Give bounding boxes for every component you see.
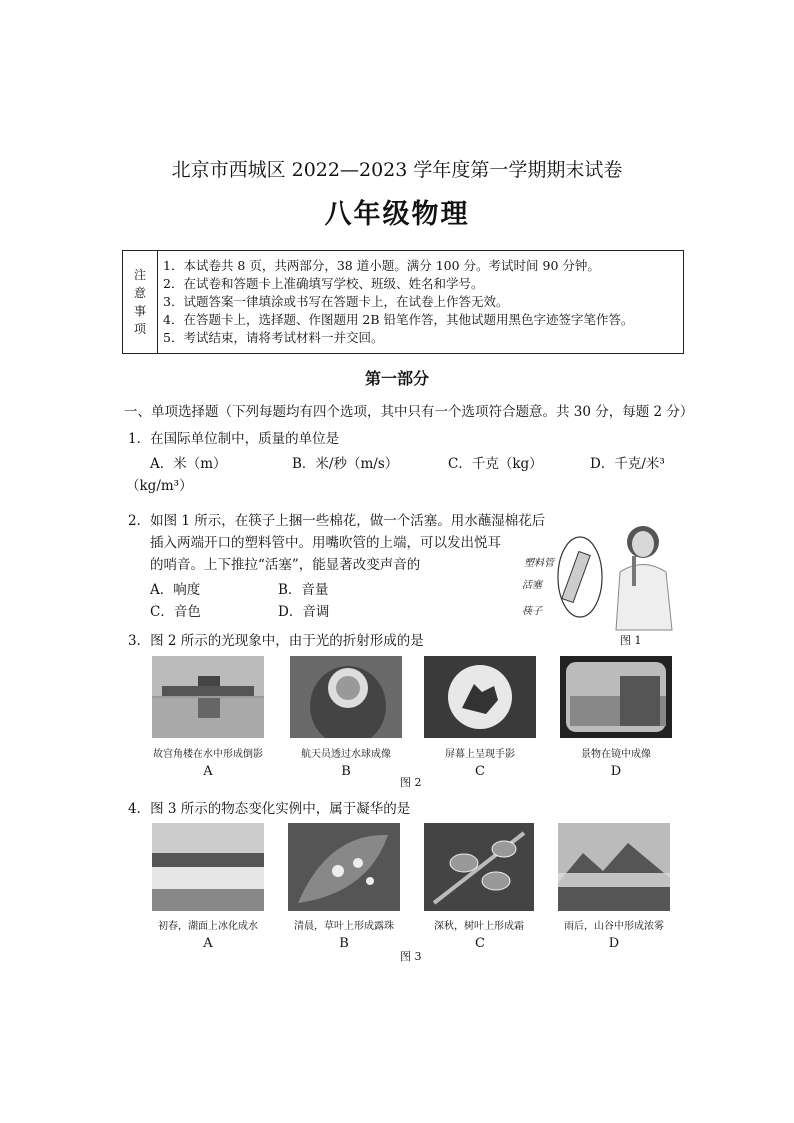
figure-3-title: 图 3	[400, 950, 422, 963]
q2-line: 2．如图 1 所示，在筷子上捆一些棉花，做一个活塞。用水蘸湿棉花后	[128, 513, 546, 529]
figure-3a-caption: 初春，湖面上冰化成水	[158, 921, 258, 932]
figure-3b-caption: 清晨，草叶上形成露珠	[294, 921, 394, 932]
figure-3c-caption: 深秋，树叶上形成霜	[434, 921, 524, 932]
figure-2a-caption: 故宫角楼在水中形成倒影	[153, 749, 263, 760]
notice-box	[122, 250, 684, 354]
q1-option-c: C．千克（kg）	[448, 456, 543, 472]
figure-3c-letter: C	[475, 936, 485, 951]
section-title: 一、单项选择题（下列每题均有四个选项，其中只有一个选项符合题意。共 30 分，每题 2 分）	[124, 404, 694, 420]
q1-option-b: B．米/秒（m/s）	[292, 456, 399, 472]
exam-title: 北京市西城区 2022—2023 学年度第一学期期末试卷	[171, 159, 623, 181]
notice-item: 1．本试卷共 8 页，共两部分，38 道小题。满分 100 分。考试时间 90 分钟。	[163, 258, 600, 273]
notice-label-char: 事	[133, 304, 146, 318]
q3-stem: 3．图 2 所示的光现象中，由于光的折射形成的是	[128, 633, 424, 649]
q2-line: 插入两端开口的塑料管中。用嘴吹管的上端，可以发出悦耳	[150, 535, 501, 551]
figure-2c-letter: C	[475, 764, 485, 779]
notice-label-char: 注	[133, 268, 146, 282]
figure-1-title: 图 1	[620, 634, 642, 647]
figure-3b-image	[288, 823, 400, 911]
figure-2d-image	[560, 656, 672, 738]
q4-stem: 4．图 3 所示的物态变化实例中，属于凝华的是	[128, 801, 411, 817]
figure-2c-caption: 屏幕上呈现手影	[445, 749, 515, 760]
figure-2d-caption: 景物在镜中成像	[581, 749, 651, 760]
notice-item: 3．试题答案一律填涂或书写在答题卡上，在试卷上作答无效。	[163, 294, 509, 309]
subject-title: 八年级物理	[324, 199, 470, 230]
figure-2b-caption: 航天员透过水球成像	[301, 749, 391, 760]
figure-3a-letter: A	[203, 936, 213, 951]
q1-option-a: A．米（m）	[150, 456, 227, 472]
q2-option-b: B．音量	[278, 582, 329, 598]
figure-1-label-chopstick: 筷子	[522, 606, 542, 617]
figure-3c-image	[424, 823, 534, 911]
figure-3a-image	[152, 823, 264, 911]
q2-option-c: C．音色	[150, 604, 201, 620]
q2-option-d: D．音调	[278, 604, 330, 620]
q2-option-a: A．响度	[150, 582, 201, 598]
figure-1-label-tube: 塑料管	[524, 558, 554, 569]
notice-item: 4．在答题卡上，选择题、作图题用 2B 铅笔作答，其他试题用黑色字迹签字笔作答。	[163, 312, 634, 327]
notice-items	[163, 257, 634, 347]
notice-label-char: 项	[133, 322, 146, 336]
notice-label-char: 意	[133, 286, 146, 300]
figure-2b-image	[290, 656, 402, 738]
figure-2a-image	[152, 656, 264, 738]
figure-2b-letter: B	[341, 764, 351, 779]
q1-option-d-wrap: （kg/m³）	[126, 478, 193, 494]
figure-2a-letter: A	[203, 764, 213, 779]
figure-1-label-piston: 活塞	[522, 580, 542, 591]
figure-3d-image	[558, 823, 670, 911]
q1-stem: 1．在国际单位制中，质量的单位是	[128, 431, 340, 447]
figure-2d-letter: D	[610, 764, 622, 779]
figure-2c-image	[424, 656, 536, 738]
part-title: 第一部分	[364, 369, 429, 388]
q2-line: 的哨音。上下推拉“活塞”，能显著改变声音的	[150, 557, 421, 573]
figure-3d-letter: D	[608, 936, 620, 951]
q1-option-d: D．千克/米³	[590, 456, 665, 472]
figure-3b-letter: B	[339, 936, 349, 951]
notice-item: 2．在试卷和答题卡上准确填写学校、班级、姓名和学号。	[163, 276, 484, 291]
figure-3d-caption: 雨后，山谷中形成浓雾	[564, 921, 664, 932]
figure-1-illustration	[540, 512, 680, 632]
notice-item: 5．考试结束，请将考试材料一并交回。	[163, 330, 384, 345]
figure-2-title: 图 2	[400, 776, 422, 789]
notice-label	[123, 251, 158, 353]
